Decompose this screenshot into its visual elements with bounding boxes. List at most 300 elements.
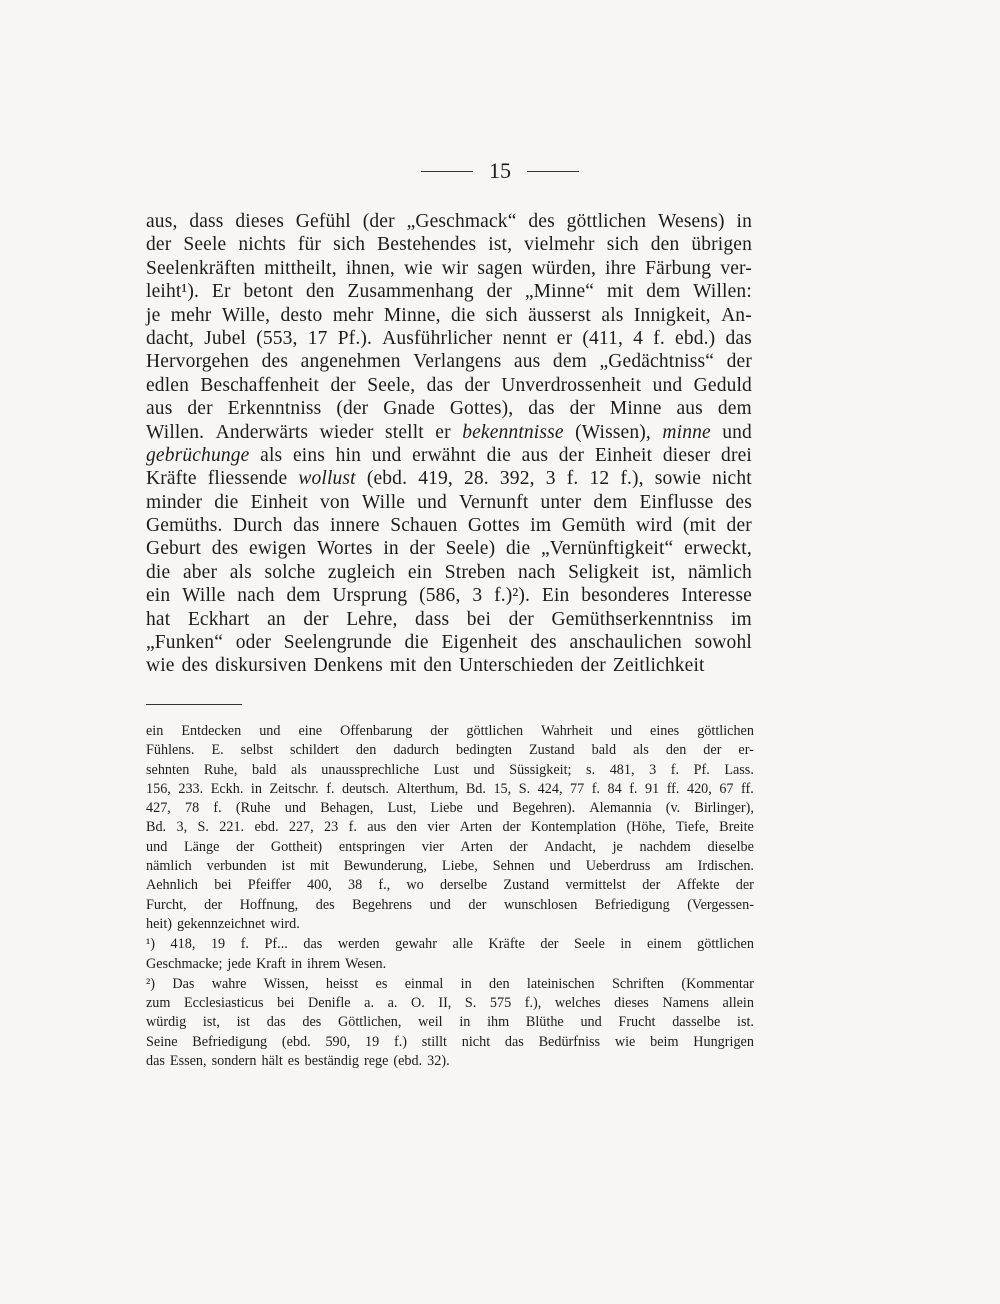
word: den [355, 742, 377, 759]
word: aus [676, 398, 703, 420]
word: aus [367, 819, 387, 836]
word: Affekte [676, 877, 720, 894]
word: Willen: [693, 281, 752, 303]
word: sich [485, 304, 518, 326]
word: Breite [719, 819, 754, 836]
word: sagen [477, 257, 523, 279]
word: des [528, 211, 555, 232]
word: Bewunderung, [343, 858, 427, 875]
word: zum [146, 995, 171, 1012]
word: Seine [146, 1033, 178, 1050]
word: (Ruhe [235, 800, 271, 817]
word: beim [650, 1033, 679, 1050]
word: ein [407, 561, 433, 583]
word: drei [721, 444, 752, 466]
word: f. [326, 780, 335, 797]
word: Zustand [528, 742, 575, 759]
word: als [290, 761, 307, 778]
word: solche [264, 561, 316, 583]
word: „Geschmack“ [406, 211, 517, 232]
footnote-continuation-line [146, 722, 754, 741]
word: unter [540, 491, 582, 513]
body-line [146, 327, 752, 350]
word: a. [387, 995, 398, 1012]
word: dass [189, 211, 224, 232]
word: den [489, 975, 510, 992]
word: in [460, 975, 472, 992]
word: Furcht, [146, 896, 187, 913]
word: Eigenheit [441, 632, 518, 654]
word: nennt [502, 327, 547, 349]
word: dem [552, 351, 587, 373]
word: f. [213, 800, 222, 817]
word: im [530, 515, 552, 537]
header-rule-left [421, 171, 473, 172]
word: mit [309, 858, 329, 875]
word: die [214, 491, 239, 513]
word: 78 [185, 800, 200, 817]
word: das [504, 1033, 524, 1050]
word: Fühlens. [146, 742, 195, 759]
footnote-1 [146, 935, 754, 974]
word: f. [240, 936, 249, 953]
word: Entdecken [181, 723, 242, 739]
word: Zeitlichkeit [612, 655, 705, 677]
word: Seele, [367, 374, 416, 396]
word: Aehnlich [146, 877, 199, 894]
word: Beschaffenheit [200, 374, 320, 396]
word: Bd. [146, 819, 167, 836]
word: eines [650, 723, 680, 739]
word: wir [441, 257, 469, 279]
word: der [187, 398, 213, 420]
word: ist, [202, 1014, 220, 1031]
word: Zusammenhang [347, 281, 474, 303]
word: dem [286, 585, 321, 607]
word: der [204, 896, 223, 913]
word: wieder [319, 421, 374, 443]
word: 23 [324, 819, 339, 836]
word: Bd. [465, 780, 486, 797]
word: eins [292, 444, 325, 466]
word: beständig [304, 1053, 359, 1070]
word: in [620, 936, 632, 953]
word: Alterthum, [396, 780, 459, 797]
word: sich [606, 234, 639, 256]
word: 400, [307, 877, 332, 894]
word: mit [606, 281, 634, 303]
word: angenehmen [300, 351, 401, 373]
word: vier [421, 838, 444, 855]
word: (586, [419, 585, 461, 607]
word: vielmehr [524, 234, 595, 256]
word: (553, [256, 327, 298, 349]
word: 3 [472, 585, 483, 607]
word: und [429, 896, 451, 913]
word: aus, [146, 211, 178, 232]
word: O. [411, 995, 425, 1012]
word: (ebd. [393, 1053, 423, 1070]
word: äusserst [528, 304, 591, 326]
word: Sehnen [492, 858, 535, 875]
word: (v. [665, 800, 681, 817]
word: Ursprung [332, 585, 408, 607]
footnote-continuation-line [146, 761, 754, 780]
word: Minne [609, 398, 662, 420]
word: der [508, 608, 534, 630]
word: „Gedächtniss“ [599, 351, 715, 373]
word: Wissen, [263, 975, 309, 992]
word: Lust [433, 761, 459, 778]
word: Das [172, 975, 195, 992]
word: wie [404, 257, 433, 279]
word: Streben [444, 561, 506, 583]
word: Erkenntniss [227, 398, 322, 420]
word: gebrüchunge [146, 444, 250, 466]
word: entspringen [338, 838, 406, 855]
word: stillt [421, 1033, 447, 1050]
word: wollust [298, 468, 356, 490]
word: nachdem [639, 838, 691, 855]
word: (Vergessen- [687, 896, 754, 913]
word: wird. [270, 915, 300, 932]
word: bald [591, 742, 617, 759]
word: betont [243, 281, 294, 303]
body-line [146, 654, 752, 677]
word: Pfeiffer [247, 877, 291, 894]
word: Lehre, [346, 608, 398, 630]
word: Begehrens [352, 896, 413, 913]
word: verbunden [206, 858, 267, 875]
word: Lass. [724, 761, 754, 778]
word: f.), [620, 468, 644, 490]
word: 77 [570, 780, 585, 797]
word: Gottes), [449, 398, 514, 420]
word: der [509, 838, 528, 855]
word: 28. [464, 468, 489, 490]
word: bedingten [456, 742, 512, 759]
word: S. [197, 819, 209, 836]
word: das [146, 1053, 165, 1070]
word: nicht [712, 468, 752, 490]
word: 575 [489, 995, 512, 1012]
word: der [330, 374, 356, 396]
word: Gnade [383, 398, 435, 420]
word: Denkens [313, 655, 383, 677]
word: Innigkeit, [633, 304, 711, 326]
word: Wesen. [345, 955, 387, 972]
word: dem [717, 398, 752, 420]
word: übrigen [691, 234, 752, 256]
word: und [549, 858, 571, 875]
body-line [146, 631, 752, 654]
footnote-2-line [146, 1013, 754, 1032]
word: nämlich [146, 858, 192, 875]
word: Wille, [221, 304, 271, 326]
word: 233. [178, 780, 204, 797]
word: Ausführlicher [382, 327, 493, 349]
word: das [426, 374, 454, 396]
word: 12 [589, 468, 610, 490]
word: anschaulichen [569, 632, 682, 654]
word: und [417, 491, 447, 513]
word: wird [636, 515, 673, 537]
word: Kontemplation [530, 819, 617, 836]
word: 91 [645, 780, 660, 797]
word: Wille [361, 491, 406, 513]
word: 19 [210, 936, 226, 953]
word: Seele) [445, 538, 496, 560]
footnote-continuation-line [146, 876, 754, 895]
word: alle [452, 936, 473, 953]
word: die [505, 538, 531, 560]
word: Verlangens [413, 351, 502, 373]
word: je [146, 304, 161, 326]
word: lateinischen [526, 975, 595, 992]
word: Zeitschr. [269, 780, 319, 797]
word: je [612, 838, 623, 855]
word: bald [251, 761, 277, 778]
word: von [320, 491, 350, 513]
word: Birlinger), [694, 800, 754, 817]
word: Vernunft [458, 491, 529, 513]
body-line [146, 257, 752, 280]
word: er [556, 327, 573, 349]
word: „Funken“ [146, 632, 224, 654]
word: (Höhe, [626, 819, 666, 836]
word: 221. [219, 819, 245, 836]
word: die [486, 444, 511, 466]
footnotes [146, 722, 754, 1071]
word: den [305, 281, 335, 303]
word: 481, [609, 761, 635, 778]
word: das [266, 1014, 286, 1031]
word: dass [415, 608, 450, 630]
word: f., [378, 877, 391, 894]
footnote-2-line [146, 994, 754, 1013]
word: Bestehendes [377, 234, 477, 256]
footnote-continuation-line [146, 818, 754, 837]
word: und [259, 723, 281, 739]
word: dacht, [146, 327, 195, 349]
word: stellt [385, 421, 424, 443]
word: gekennzeichnet [177, 915, 266, 932]
word: nichts [238, 234, 286, 256]
word: 427, [146, 800, 171, 817]
word: ihrem [307, 955, 341, 972]
word: Ueberdruss [585, 858, 651, 875]
word: mittheilt, [264, 257, 337, 279]
word: dadurch [393, 742, 440, 759]
word: der [464, 374, 490, 396]
word: die [404, 632, 429, 654]
word: Wille [182, 585, 226, 607]
word: das [725, 327, 752, 349]
word: Liebe, [441, 858, 478, 875]
word: deutsch. [342, 780, 389, 797]
word: göttlichen [697, 723, 754, 739]
word: Bedürfniss [538, 1033, 601, 1050]
word: aber [182, 561, 218, 583]
word: nach [237, 585, 275, 607]
word: Essen, [169, 1053, 207, 1070]
word: dieses [235, 211, 284, 232]
word: S. [518, 780, 531, 797]
word: Göttlichen, [338, 1014, 402, 1031]
word: bei [466, 608, 492, 630]
word: Hoffnung, [239, 896, 299, 913]
word: Gefühl [295, 211, 351, 232]
word: sowie [654, 468, 702, 490]
word: der [580, 655, 606, 677]
word: heisst [325, 975, 359, 992]
word: innere [330, 515, 380, 537]
word: zugleich [327, 561, 396, 583]
word: ist, [651, 561, 676, 583]
word: aus [513, 351, 541, 373]
word: dem [646, 281, 681, 303]
word: 17 [307, 327, 328, 349]
word: Minne, [383, 304, 441, 326]
word: wie [146, 655, 175, 677]
word: nämlich [688, 561, 752, 583]
word: wie [614, 1033, 636, 1050]
word: ist [236, 1014, 250, 1031]
word: rege [363, 1053, 389, 1070]
word: der [726, 515, 752, 537]
word: der [430, 723, 449, 739]
word: (ebd. [281, 1033, 311, 1050]
word: heit) [146, 915, 172, 932]
word: der [468, 896, 487, 913]
word: aus [146, 398, 173, 420]
word: er- [738, 742, 754, 759]
word: er [435, 421, 451, 443]
word: 38 [348, 877, 363, 894]
word: dem [593, 491, 628, 513]
word: Blüthe [525, 1014, 564, 1031]
word: ver- [720, 257, 752, 279]
word: 590, [325, 1033, 351, 1050]
word: f.), [524, 995, 542, 1012]
word: am [665, 858, 683, 875]
word: göttlichen [566, 211, 647, 232]
word: Hervorgehen [146, 351, 250, 373]
word: des [315, 896, 335, 913]
word: s. [586, 761, 596, 778]
word: f. [629, 780, 638, 797]
word: 392, [499, 468, 535, 490]
word: in [459, 1014, 471, 1031]
word: a. [364, 995, 375, 1012]
word: der [642, 877, 661, 894]
word: der [558, 444, 585, 466]
word: 32). [427, 1053, 450, 1070]
word: ¹) [146, 936, 155, 953]
word: das [293, 515, 320, 537]
body-line [146, 537, 752, 560]
word: aus [521, 444, 549, 466]
word: Tiefe, [675, 819, 709, 836]
body-line [146, 350, 752, 373]
word: 15, [493, 780, 512, 797]
word: dieser [662, 444, 711, 466]
word: mit [389, 655, 417, 677]
word: Seele [574, 936, 605, 953]
word: als [601, 304, 624, 326]
word: Ein [541, 585, 570, 607]
word: und [284, 800, 307, 817]
word: Einflusse [639, 491, 714, 513]
word: Andacht, [544, 838, 596, 855]
word: 84 [607, 780, 622, 797]
word: Seelengrunde [283, 632, 392, 654]
page-header [0, 158, 1000, 184]
word: der [735, 877, 754, 894]
word: 227, [288, 819, 314, 836]
footnote-continuation-line [146, 857, 754, 876]
word: als [260, 444, 283, 466]
word: 19 [365, 1033, 380, 1050]
word: ist. [737, 1014, 754, 1031]
word: Alemannia [589, 800, 652, 817]
body-line [146, 280, 752, 303]
word: ²) [146, 975, 155, 992]
word: es [287, 1053, 300, 1070]
footnote-2-line [146, 975, 754, 994]
word: vier [427, 819, 450, 836]
word: Schriften [612, 975, 665, 992]
word: Liebe [430, 800, 463, 817]
word: Willen. [146, 421, 205, 443]
word: besonderes [581, 585, 670, 607]
word: Ecclesiasticus [184, 995, 264, 1012]
word: wunschlosen [504, 896, 578, 913]
word: Irdischen. [697, 858, 754, 875]
word: und [477, 800, 499, 817]
word: Unverdrossenheit [501, 374, 642, 396]
word: das [528, 398, 555, 420]
word: der [146, 234, 172, 256]
word: und [722, 421, 752, 443]
word: des [725, 491, 752, 513]
word: Interesse [681, 585, 752, 607]
word: Einheit [594, 444, 653, 466]
word: (der [362, 211, 395, 232]
word: göttlichen [697, 936, 754, 953]
word: der [540, 936, 559, 953]
word: unaussprechliche [321, 761, 419, 778]
word: Behagen, [320, 800, 374, 817]
word: Wortes [316, 538, 373, 560]
header-rule-right [527, 171, 579, 172]
word: f. [670, 761, 680, 778]
word: Färbung [645, 257, 712, 279]
word: der [236, 838, 255, 855]
word: in [383, 538, 399, 560]
word: ewigen [248, 538, 307, 560]
word: das [303, 936, 323, 953]
word: Frucht [618, 1014, 656, 1031]
word: desto [280, 304, 323, 326]
word: Gottheit) [270, 838, 323, 855]
footnote-2-line [146, 1033, 754, 1052]
word: Kräfte [488, 936, 525, 953]
word: jede [227, 955, 252, 972]
word: Süssigkeit; [509, 761, 572, 778]
word: (ebd. [366, 468, 408, 490]
word: II, [438, 995, 452, 1012]
